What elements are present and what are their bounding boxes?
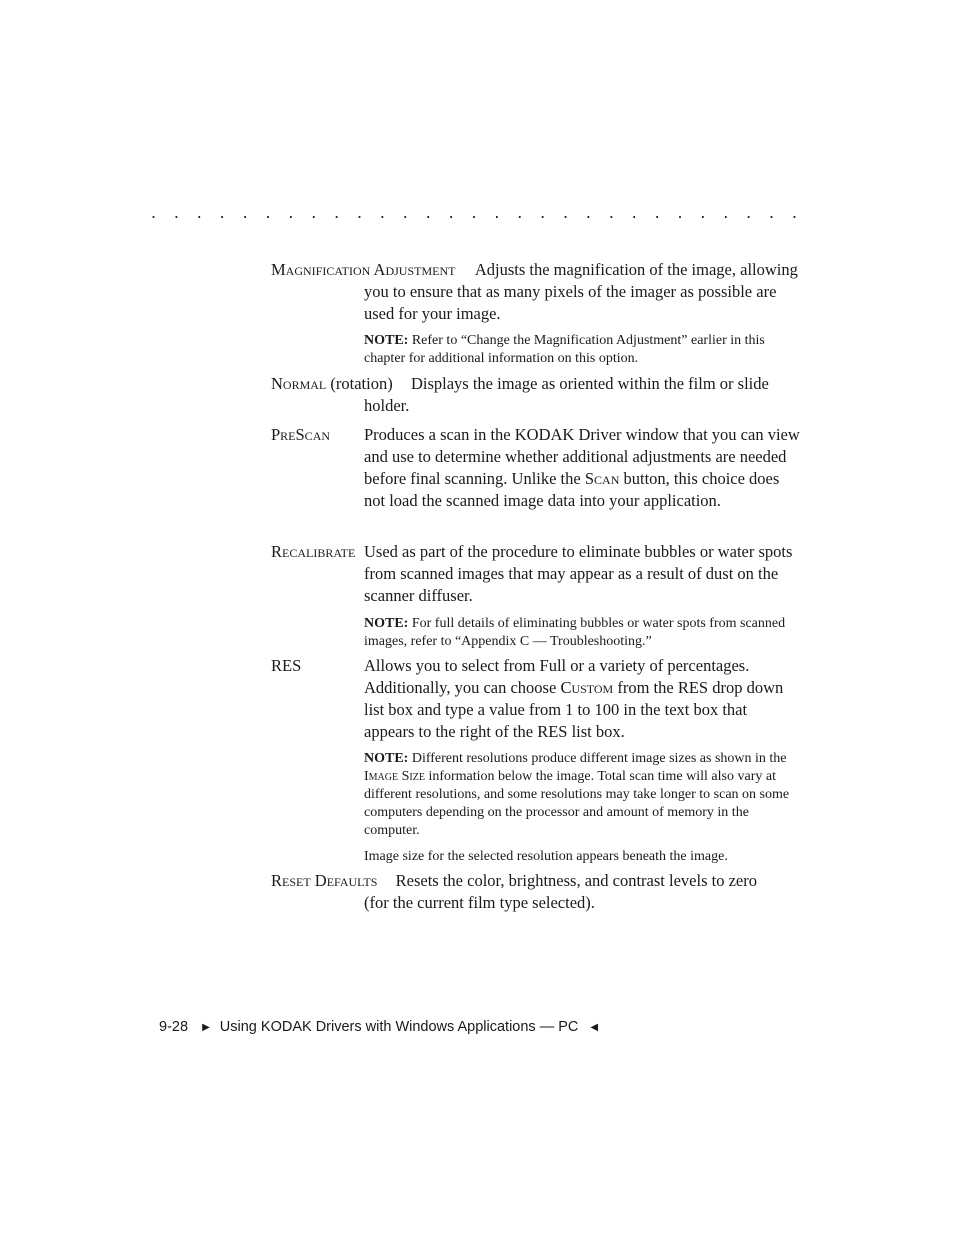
definition-rest: holder. (364, 396, 410, 415)
note-text: Different resolutions produce different image sizes as shown in the (411, 751, 787, 766)
note-res (364, 750, 794, 840)
left-arrow-icon: ◀ (590, 1022, 599, 1033)
definition-text-continued: button, this choice does not load the scanned image data into your application. (364, 469, 780, 510)
note-magnification (364, 332, 794, 368)
definition-rest: (for the current film type selected). (364, 893, 595, 912)
definition-line-1: Adjusts the magnification of the image, allowing (474, 260, 798, 279)
definition-text: Produces a scan in the KODAK Driver window that you can view and use to determine whether additional adjustments are needed before final scanning. Unlike the (364, 425, 800, 488)
term-reset-defaults: Reset Defaults (271, 871, 378, 890)
note-text-continued: information below the image. Total scan time will also vary at different resolutions, and some resolutions may take longer to scan on some computers depending on the processor and amount of memory in the computer. (364, 769, 790, 838)
definition-text: Used as part of the procedure to eliminate bubbles or water spots from scanned images that may appear as a result of dust on the scanner diffuser. (364, 542, 793, 605)
entry-normal (271, 373, 801, 417)
note-text: For full details of eliminating bubbles or water spots from scanned images, refer to “Appendix C — Troubleshooting.” (364, 616, 786, 649)
entry-recalibrate (271, 541, 801, 607)
right-arrow-icon: ▶ (202, 1022, 210, 1033)
term-normal-suffix: (rotation) (330, 374, 393, 393)
term-normal: Normal (271, 374, 327, 393)
term-recalibrate: Recalibrate (271, 542, 356, 561)
note-label: NOTE: (364, 616, 409, 631)
definition-line-1: Displays the image as oriented within the film or slide (410, 374, 769, 393)
footer-title: Using KODAK Drivers with Windows Applications — PC (219, 1019, 579, 1035)
term-magnification-adjustment: Magnification Adjustment (271, 260, 456, 279)
page-number: 9-28 (159, 1019, 189, 1035)
page-footer (159, 1017, 598, 1038)
entry-prescan (271, 424, 801, 512)
definition-line-1: Resets the color, brightness, and contrast levels to zero (395, 871, 757, 890)
note-recalibrate (364, 615, 794, 651)
term-res: RES (271, 656, 302, 675)
entry-res (271, 655, 801, 743)
term-prescan: PreScan (271, 425, 331, 444)
note-res-extra: Image size for the selected resolution appears beneath the image. (364, 849, 728, 864)
note-label: NOTE: (364, 333, 409, 348)
definition-rest: you to ensure that as many pixels of the imager as possible are used for your image. (364, 282, 777, 323)
header-dot-leader: . . . . . . . . . . . . . . . . . . . . . . . . . . . . . (151, 202, 797, 222)
note-text: Refer to “Change the Magnification Adjustment” earlier in this chapter for additional information on this option. (364, 333, 765, 366)
custom-option-ref: Custom (560, 678, 614, 697)
entry-magnification-adjustment (271, 259, 801, 325)
definition-text-continued: from the RES drop down list box and type a value from 1 to 100 in the text box that appears to the right of the RES list box. (364, 678, 784, 741)
note-label: NOTE: (364, 751, 409, 766)
entry-reset-defaults (271, 870, 801, 914)
definition-text: Allows you to select from Full or a variety of percentages. Additionally, you can choose (364, 656, 750, 697)
scan-button-ref: Scan (584, 469, 620, 488)
image-size-ref: Image Size (364, 769, 425, 784)
